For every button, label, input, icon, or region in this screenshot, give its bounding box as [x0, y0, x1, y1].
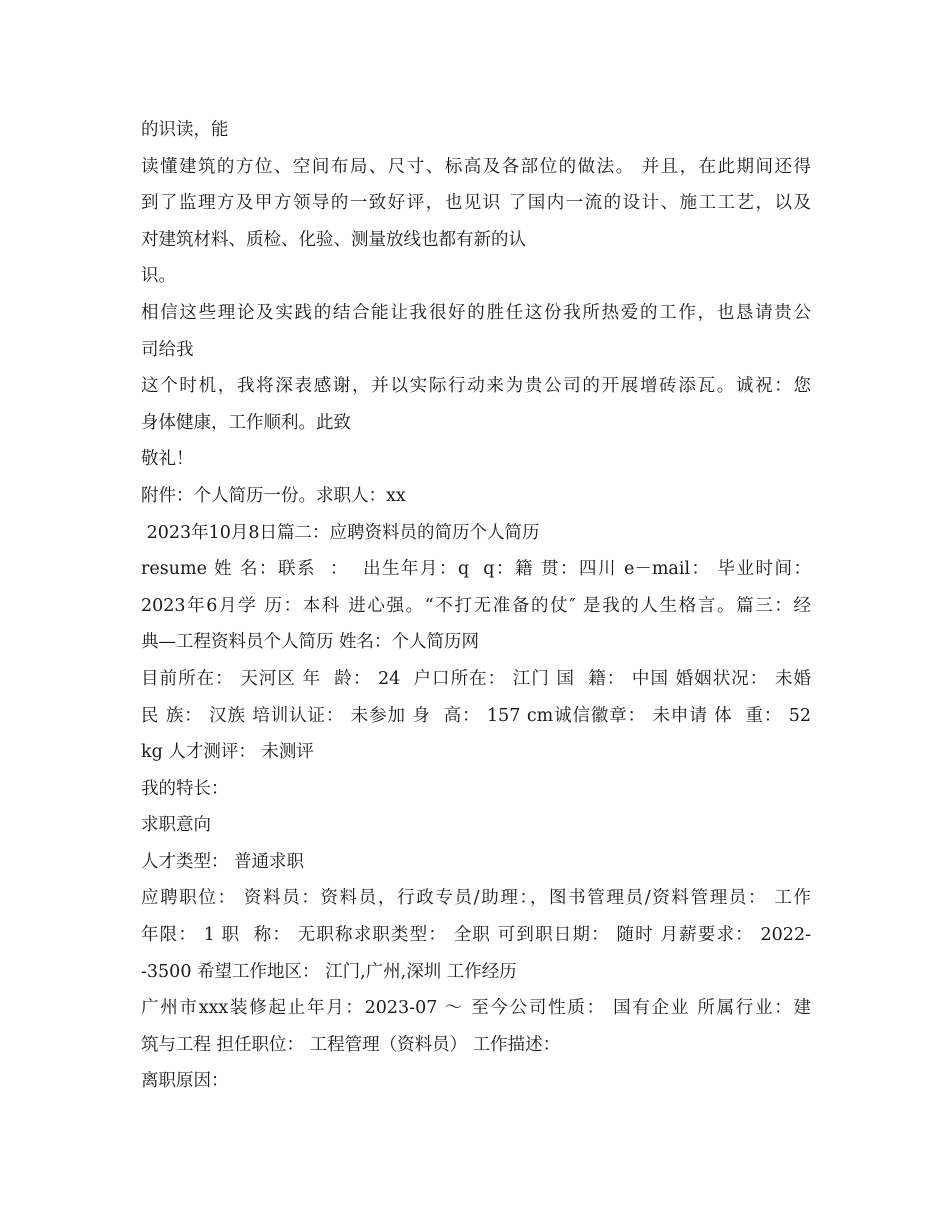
text-line: 相信这些理论及实践的结合能让我很好的胜任这份我所热爱的工作，也恳请贵公: [141, 302, 811, 323]
text-line: 求职意向: [141, 815, 211, 836]
text-line: 年限： 1 职 称： 无职称求职类型： 全职 可到职日期： 随时 月薪要求： 2022-: [141, 925, 811, 946]
text-line: 典—工程资料员个人简历 姓名：个人简历网: [141, 632, 480, 653]
text-line: 读懂建筑的方位、空间布局、尺寸、标高及各部位的做法。 并且，在此期间还得: [141, 156, 811, 177]
text-line: 的识读，能: [141, 120, 229, 140]
text-line: 我的特长：: [141, 778, 229, 799]
text-line: 到了监理方及甲方领导的一致好评，也见识 了国内一流的设计、施工工艺，以及: [141, 193, 811, 214]
text-line: 人才类型： 普通求职: [141, 851, 305, 872]
text-line: kg 人才测评： 未测评: [141, 742, 314, 763]
text-line: 筑与工程 担任职位： 工程管理（资料员） 工作描述：: [141, 1034, 561, 1055]
text-line: 民 族： 汉族 培训认证： 未参加 身 高： 157 cm诚信徽章： 未申请 体 重： 52: [141, 705, 811, 726]
text-line: 司给我: [141, 339, 194, 360]
text-line: 身体健康，工作顺利。此致: [141, 412, 351, 433]
text-line: 识。: [141, 266, 176, 287]
text-line: 这个时机，我将深表感谢，并以实际行动来为贵公司的开展增砖添瓦。诚祝：您: [141, 376, 811, 397]
text-line: 附件：个人简历一份。求职人：xx: [141, 485, 406, 506]
text-line: 目前所在： 天河区 年 龄： 24 户口所在： 江门 国 籍： 中国 婚姻状况： 未婚: [141, 668, 811, 689]
text-line: 敬礼！: [141, 449, 194, 470]
text-line: -3500 希望工作地区： 江门,广州,深圳 工作经历: [141, 961, 517, 982]
text-line: 2023年10月8日篇二：应聘资料员的简历个人简历: [141, 522, 540, 543]
text-line: 对建筑材料、质检、化验、测量放线也都有新的认: [141, 229, 526, 250]
text-line: 离职原因：: [141, 1071, 229, 1092]
text-line: 广州市xxx装修起止年月：2023-07 ～ 至今公司性质： 国有企业 所属行业：建: [141, 998, 811, 1019]
text-line: 应聘职位： 资料员：资料员，行政专员/助理：，图书管理员/资料管理员： 工作: [141, 888, 811, 909]
text-line: 2023年6月学 历：本科 进心强。“不打无准备的仗″ 是我的人生格言。篇三：经: [141, 595, 811, 616]
text-line: resume 姓 名：联系 ： 出生年月：q q：籍 贯：四川 e－mail： 毕业时间：: [141, 559, 811, 580]
document-body: [141, 112, 811, 1100]
